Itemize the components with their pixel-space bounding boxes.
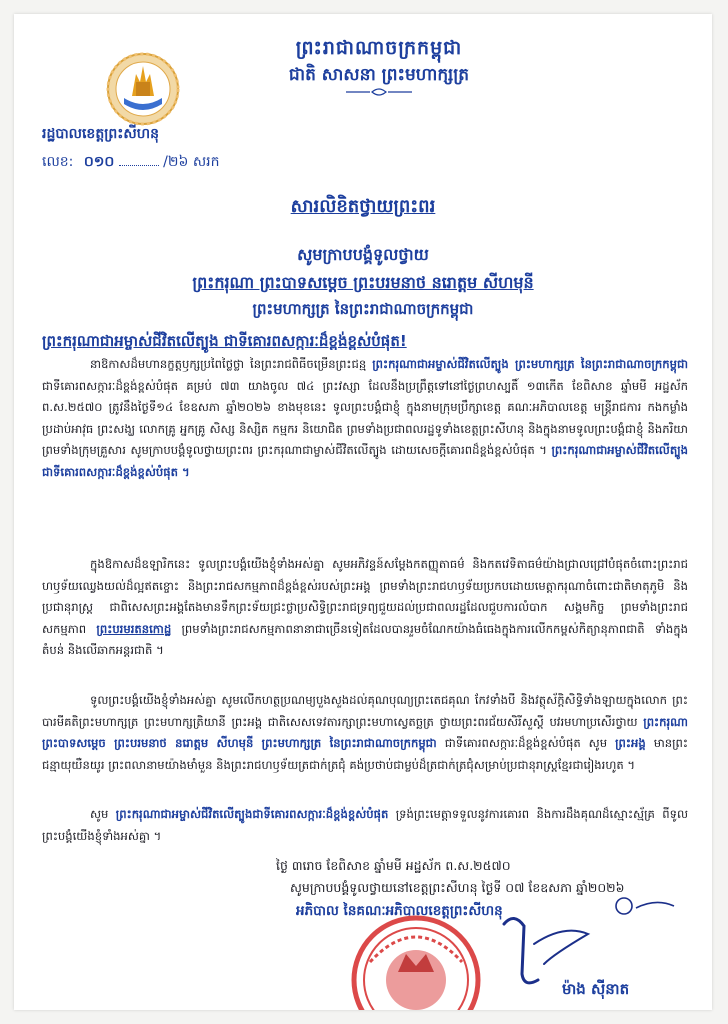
p4-text-c: ទ្រង់ព្រះមេត្តាទទួលនូវការគោរព និងការដឹងគុណដ៏ស្មោះស្ម័គ្រ ពីទូលព្រះបង្គំយើងខ្ញុំទាំងអស់គ្នា ។ [42,807,688,843]
p3-text-e: មានព្រះជន្មាយុយឺនយូរ ព្រះពលានាមយ៉ាងមាំមួន និងព្រះរាជហឫទ័យត្រជាក់ត្រជុំ គង់ប្រថាប់ជាម្លប់ដ៏ត្រជាក់ត្រជុំសម្រាប់ប្រជានុរាស្ត្រខ្មែរជារៀងរហូត ។ [42,736,688,772]
reference-line [42,152,220,173]
address-line-2: ព្រះករុណា ព្រះបាទសម្តេច ព្រះបរមនាថ នរោត្តម សីហមុនី [192,273,534,292]
salutation: ព្រះករុណាជាអម្ចាស់ជីវិតលើត្បូង ជាទីគោរពសក្ការៈដ៏ខ្ពង់ខ្ពស់បំផុត! [42,332,407,350]
p3-royal-short: ព្រះអង្គ [615,736,646,750]
body-paragraph-2 [42,554,688,684]
ref-number: ០១០ [83,154,115,170]
province-emblem-logo [106,52,180,126]
letter-page [14,14,712,1010]
p2-text: ក្នុងឱកាសដ៏ឧឡារិកនេះ ទូលព្រះបង្គំយើងខ្ញុំទាំងអស់គ្នា សូមអភិវន្ទន៍សម្តែងកតញ្ញុតាធម៌ និងកតវេទិតាធម៌យ៉ាងជ្រាលជ្រៅបំផុតចំពោះព្រះរាជហឫទ័យឈ្វេងយល់ដ៏ល្អឥតខ្ចោះ និងព្រះរាជសកម្មភាពដ៏ខ្ពង់ខ្ពស់របស់ព្រះអង្គ ព្រមទាំងព្រះរាជហឫទ័យប្រកបដោយមេត្តាករុណាចំពោះជាតិមាតុភូមិ និងប្រជានុរាស្ត្រ ជាពិសេសព្រះអង្គតែងមានទឹកព្រះទ័យជ្រះថ្លាប្រសិទ្ធិព្រះរាជទ្រព្យជួយដល់ប្រជាពលរដ្ឋដែលជួបការលំបាក សង្គមកិច្ច ព្រមទាំងព្រះរាជសកម្មភាព [42,557,688,636]
body-paragraph-3 [42,690,688,800]
header-ornament-icon [344,88,414,96]
p1-text-a: នាឱកាសដ៏មហានក្ខត្តឫក្សប្រពៃថ្លៃថ្លា នៃព្រះរាជពិធីចម្រើនព្រះជន្ម [90,357,367,371]
body-paragraph-4 [42,804,688,848]
address-line-3: ព្រះមហាក្សត្រ នៃព្រះរាជាណាចក្រកម្ពុជា [252,300,474,318]
p3-text-a: ទូលព្រះបង្គំយើងខ្ញុំទាំងអស់គ្នា សូមលើកហត្ថប្រណម្យបួងសួងដល់គុណបុណ្យព្រះតេជគុណ កែវទាំងបី និងវត្ថុស័ក្តិសិទ្ធិទាំងឡាយក្នុងលោក ព្រះបារមីគតិព្រះមហាក្សត្រ ព្រះមហាក្សត្រិយានី ព្រះអង្គ ជាតិសេសទេវតារក្សាព្រះមហាស្វេតច្ឆត្រ ថ្វាយព្រះពរជ័យសិរីសួស្តី បវរមហាប្រសើរថ្វាយ [42,693,688,729]
p2-text-tail: ព្រមទាំងព្រះរាជសកម្មភាពនានាជាច្រើនទៀតដែលបានរួមចំណែកយ៉ាងធំធេងក្នុងការលើកកម្ពស់កិត្យានុភាពជាតិ ទាំងក្នុងតំបន់ និងលើឆាកអន្តរជាតិ ។ [42,621,688,657]
kingdom-header: ព្រះរាជាណាចក្រកម្ពុជា [295,37,463,59]
solar-date: សូមក្រាបបង្គំទូលថ្វាយនៅខេត្តព្រះសីហនុ ថ្ងៃទី ០៧ ខែឧសភា ឆ្នាំ២០២៦ [290,880,625,895]
p4-text-a: សូម [90,807,109,821]
p4-royal-title: ព្រះករុណាជាអម្ចាស់ជីវិតលើត្បូងជាទីគោរពសក្ការៈដ៏ខ្ពង់ខ្ពស់បំផុត [115,807,389,821]
address-line-1: សូមក្រាបបង្គំទូលថ្វាយ [297,245,429,264]
issuing-authority: រដ្ឋបាលខេត្តព្រះសីហនុ [42,126,159,142]
p3-royal-title: ព្រះករុណា ព្រះបាទសម្តេច ព្រះបរមនាថ នរោត្តម សីហមុនី ព្រះមហាក្សត្រ នៃព្រះរាជាណាចក្រកម្ពុជា [42,714,688,750]
document-title: សារលិខិតថ្វាយព្រះពរ [290,196,436,217]
p1-royal-title-2: ព្រះករុណាជាអម្ចាស់ជីវិតលើត្បូងជាទីគោរពសក្ការៈដ៏ខ្ពង់ខ្ពស់បំផុត ។ [42,443,688,479]
ref-suffix: /២៦ សរក [163,154,220,170]
lunar-date: ថ្ងៃ ៣រោច ខែពិសាខ ឆ្នាំមមី អដ្ឋស័ក ព.ស.២៥៧០ [276,858,511,873]
p1-royal-title: ព្រះករុណាជាអម្ចាស់ជីវិតលើត្បូង ព្រះមហាក្សត្រ នៃព្រះរាជាណាចក្រកម្ពុជា [372,357,688,371]
signer-name: ម៉ាង ស៊ីនាត [562,980,630,998]
national-motto: ជាតិ សាសនា ព្រះមហាក្សត្រ [288,65,470,85]
official-seal-stamp [336,902,496,1010]
p3-text-c: ជាទីគោរពសក្ការៈដ៏ខ្ពង់ខ្ពស់បំផុត សូម [444,736,608,750]
p1-text-c: ជាទីគោរពសក្ការៈដ៏ខ្ពង់ខ្ពស់បំផុត គម្រប់ ៧៣ យាងចូល ៧៤ ព្រះវស្សា ដែលនឹងប្រព្រឹត្តទៅនៅថ្ងៃព្រហស្បតិ៍ ១៣កើត ខែពិសាខ ឆ្នាំមមី អដ្ឋស័ក ព.ស.២៥៧០ ត្រូវនឹងថ្ងៃទី១៤ ខែឧសភា ឆ្នាំ២០២៦ ខាងមុខនេះ ទូលព្រះបង្គំជាខ្ញុំ ក្នុងនាមក្រុមប្រឹក្សាខេត្ត គណៈអភិបាលខេត្ត មន្ត្រីរាជការ កងកម្លាំងប្រដាប់អាវុធ ព្រះសង្ឃ លោកគ្រូ អ្នកគ្រូ សិស្ស និស្សិត កម្មករ និយោជិត ព្រមទាំងប្រជាពលរដ្ឋទូទាំងខេត្តព្រះសីហនុ និងក្នុងនាមទូលព្រះបង្គំជាខ្ញុំ និងភរិយា ព្រមទាំងក្រុមគ្រួសារ សូមក្រាបបង្គំទូលថ្វាយព្រះពរ ព្រះករុណាជាម្ចាស់ជីវិតលើត្បូង ដោយសេចក្តីគោរពដ៏ខ្ពង់ខ្ពស់បំផុត ។ [42,378,688,457]
initial-mark-icon [606,892,676,922]
body-paragraph-1 [42,354,688,546]
signer-title: អភិបាល នៃគណៈអភិបាលខេត្តព្រះសីហនុ [296,903,503,919]
ref-label: លេខ: [42,154,74,170]
p2-emphasis: ព្រះបរមរតនកោដ្ឋ [96,621,172,636]
